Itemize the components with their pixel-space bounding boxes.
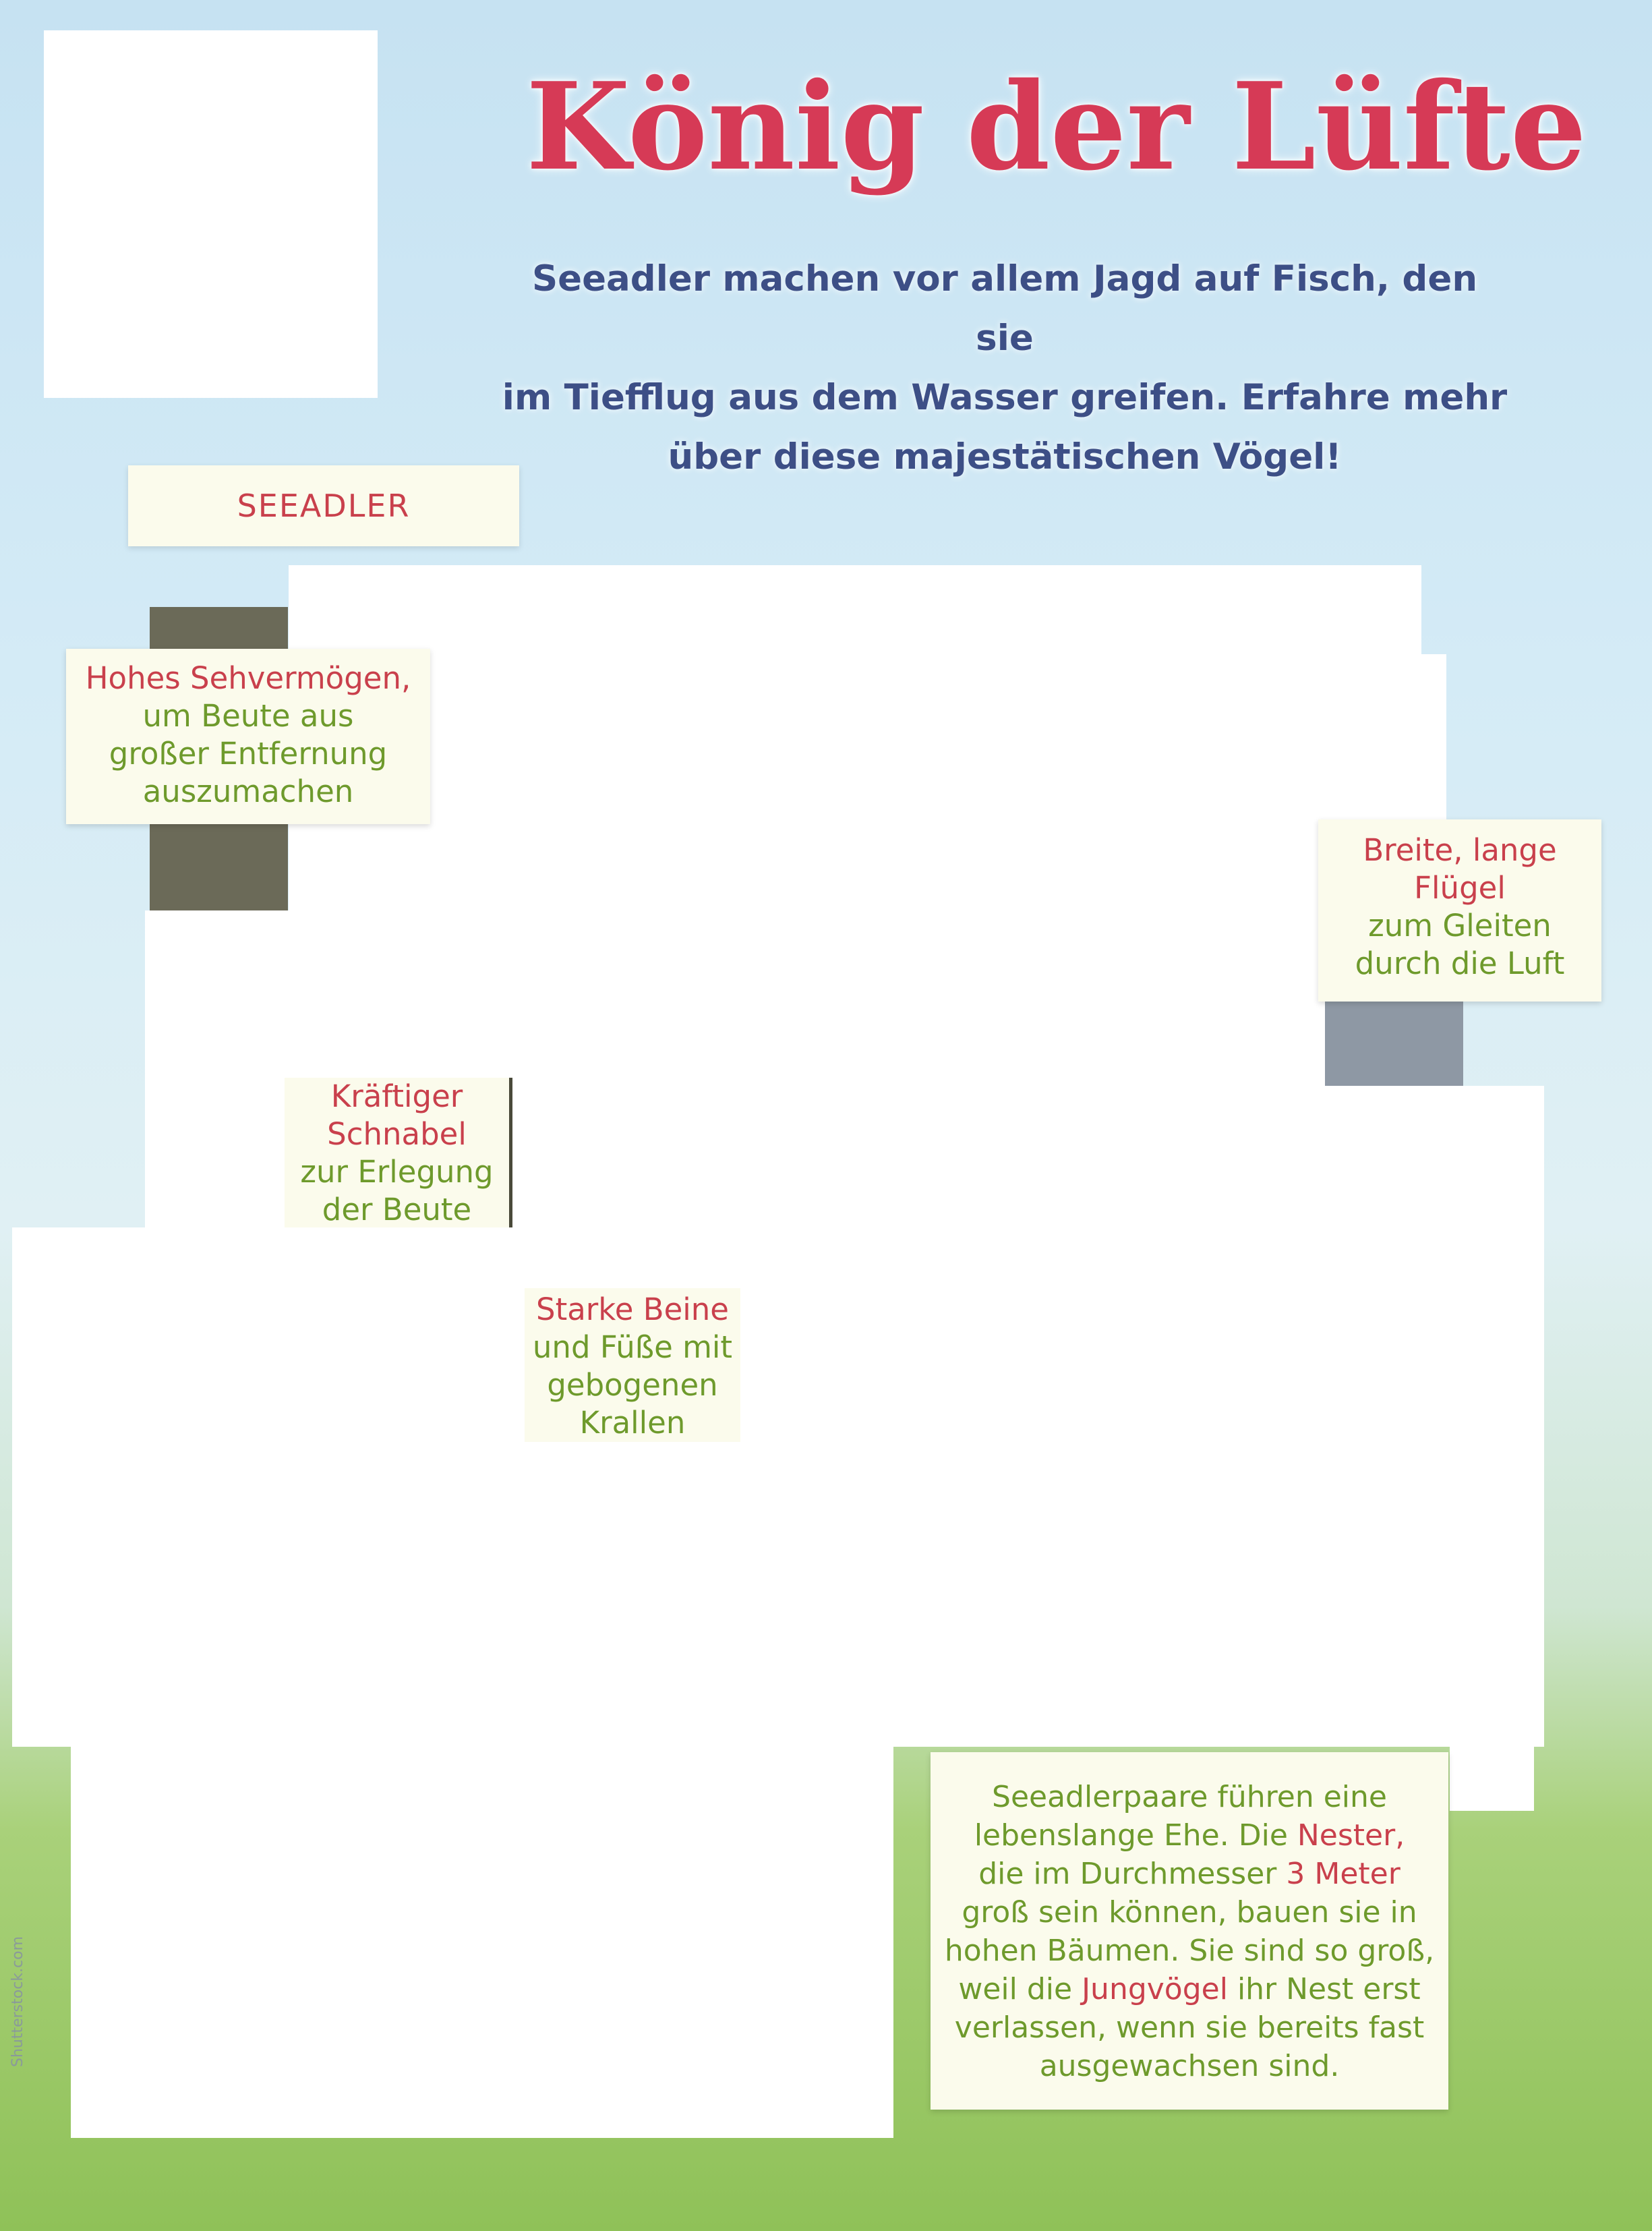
nest-info-line: ausgewachsen sind.: [1039, 2049, 1340, 2083]
nest-info-text: die im Durchmesser: [978, 1857, 1287, 1891]
annotation-legs: [525, 1288, 740, 1442]
annotation-highlight: Starke Beine: [536, 1292, 729, 1327]
annotation-text: der Beute: [322, 1192, 472, 1227]
annotation-text: zum Gleiten: [1368, 908, 1552, 944]
annotation-text: durch die Luft: [1355, 946, 1565, 981]
annotation-wings: [1318, 819, 1601, 1002]
nest-info-line: groß sein können, bauen sie in: [962, 1895, 1417, 1930]
logo-placeholder: [44, 30, 378, 398]
photo-fragment: [1325, 991, 1463, 1086]
annotation-eyesight: [66, 649, 430, 824]
annotation-text: um Beute aus: [142, 698, 354, 734]
intro-line: Seeadler machen vor allem Jagd auf Fisch, den sie: [531, 258, 1478, 359]
intro-line: im Tiefflug aus dem Wasser greifen. Erfahre mehr: [502, 377, 1508, 418]
nest-info-highlight: Nester,: [1297, 1818, 1405, 1853]
annotation-beak: [285, 1078, 512, 1227]
image-placeholder: [1271, 1086, 1544, 1227]
nest-info-highlight: 3 Meter: [1286, 1857, 1400, 1891]
nest-info-text: lebenslange Ehe. Die: [974, 1818, 1297, 1853]
annotation-highlight: Breite, lange: [1363, 832, 1557, 868]
page-title: König der Lüfte: [526, 56, 1587, 197]
annotation-highlight: Hohes Sehvermögen,: [85, 660, 411, 696]
annotation-text: Krallen: [579, 1405, 686, 1441]
nest-info-box: [931, 1752, 1448, 2110]
annotation-text: zur Erlegung: [300, 1154, 494, 1190]
nest-info-line: Seeadlerpaare führen eine: [992, 1780, 1387, 1814]
intro-text: [499, 250, 1510, 487]
nest-info-line: verlassen, wenn sie bereits fast: [954, 2010, 1425, 2045]
image-placeholder: [289, 565, 1421, 923]
annotation-text: gebogenen: [547, 1367, 718, 1403]
nest-info-line: hohen Bäumen. Sie sind so groß,: [944, 1934, 1435, 1968]
intro-line: über diese majestätischen Vögel!: [668, 436, 1342, 477]
annotation-highlight: Schnabel: [327, 1116, 467, 1152]
annotation-text: auszumachen: [142, 774, 354, 809]
annotation-highlight: Flügel: [1414, 870, 1506, 906]
image-placeholder: [12, 1227, 1544, 1747]
image-placeholder: [1450, 1743, 1534, 1811]
annotation-text: und Füße mit: [532, 1329, 733, 1365]
nest-info-line: [931, 1816, 1448, 1855]
nest-info-text: weil die: [958, 1972, 1082, 2006]
annotation-text: großer Entfernung: [109, 736, 388, 772]
annotation-highlight: Kräftiger: [330, 1078, 463, 1114]
image-placeholder: [71, 1747, 893, 2138]
nest-info-highlight: Jungvögel: [1082, 1972, 1228, 2006]
species-label: SEEADLER: [128, 465, 519, 546]
nest-info-line: [931, 1970, 1448, 2008]
photo-credit: Shutterstock.com: [9, 1936, 26, 2067]
nest-info-text: ihr Nest erst: [1227, 1972, 1421, 2006]
nest-info-line: [931, 1855, 1448, 1893]
